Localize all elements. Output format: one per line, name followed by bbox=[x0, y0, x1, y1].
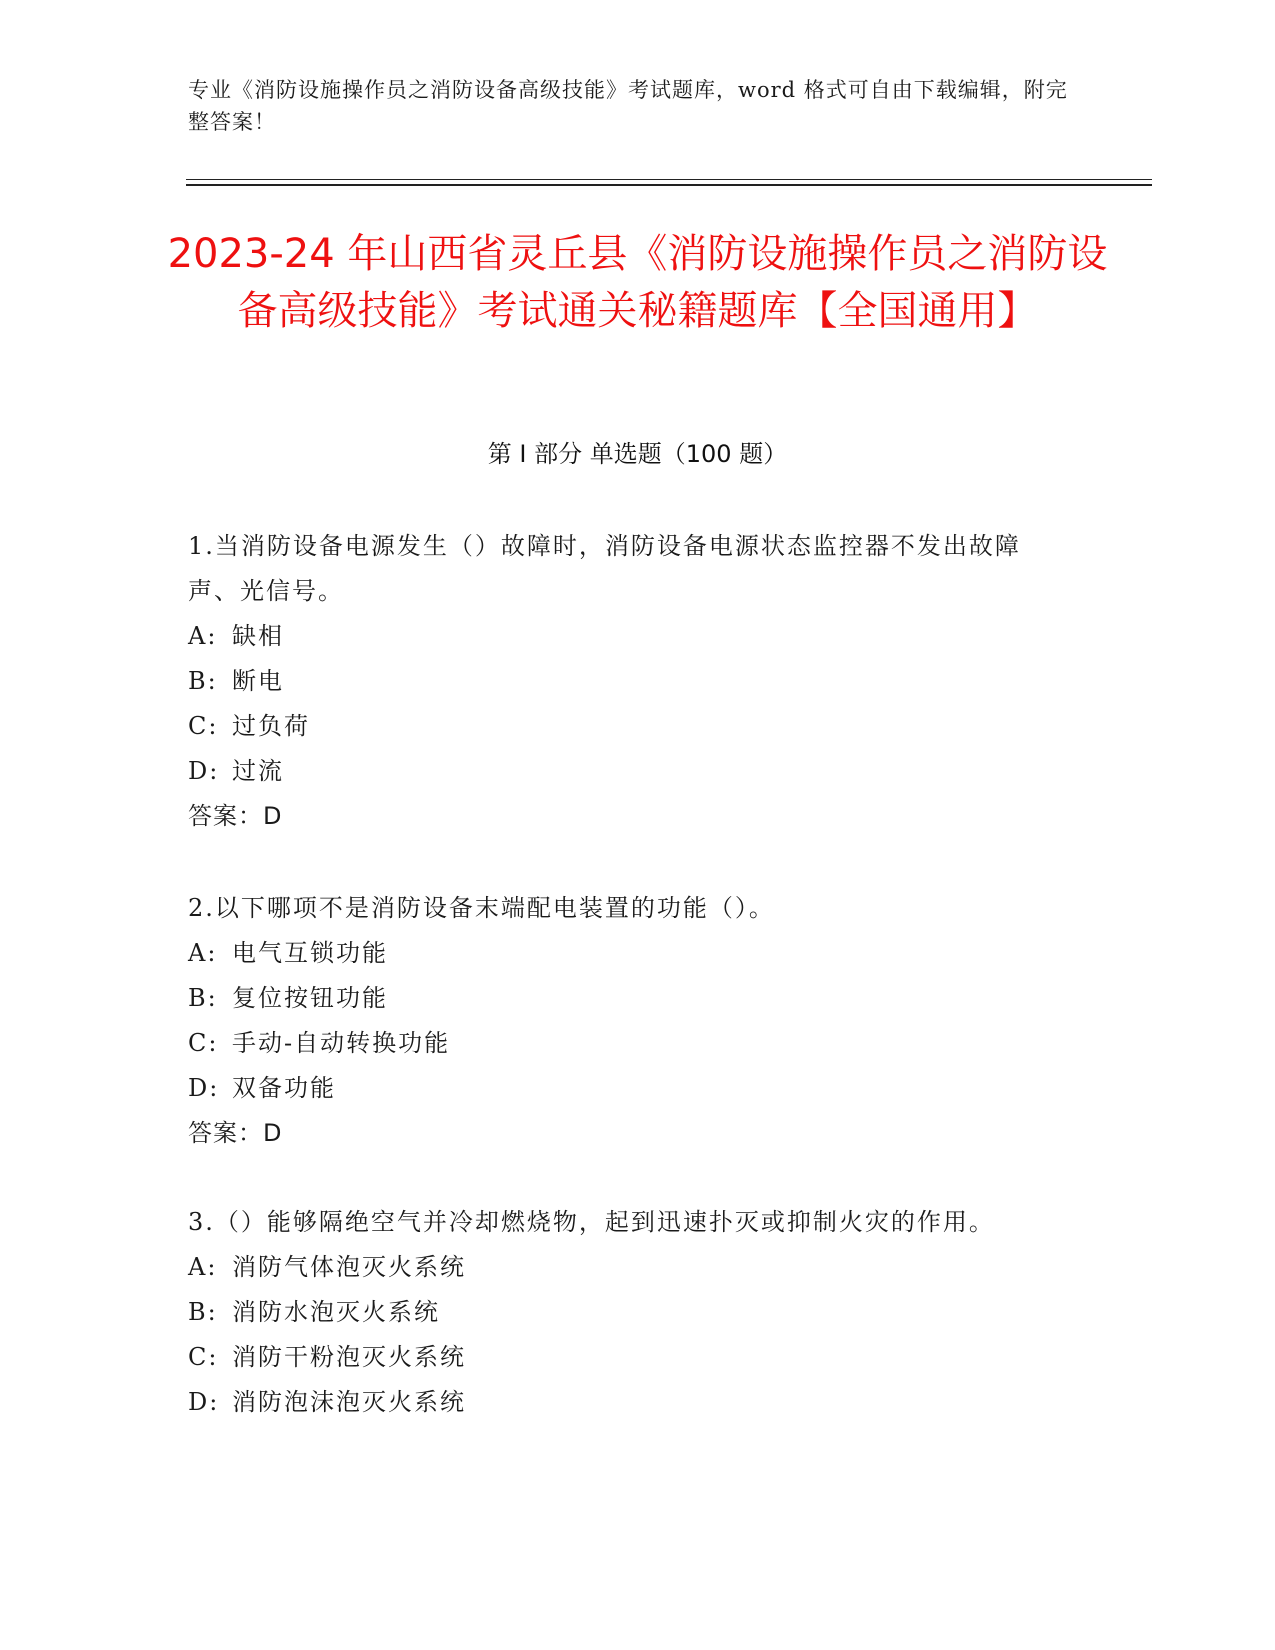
answer: 答案：D bbox=[188, 802, 283, 830]
option-text: 消防泡沫泡灭火系统 bbox=[232, 1388, 466, 1416]
answer: 答案：D bbox=[188, 1119, 283, 1147]
option-letter: D: bbox=[188, 1388, 220, 1416]
option-text: 断电 bbox=[232, 667, 284, 695]
option-text: 缺相 bbox=[232, 622, 284, 650]
question-1 bbox=[188, 524, 1068, 839]
document-title: 2023-24 年山西省灵丘县《消防设施操作员之消防设备高级技能》考试通关秘籍题库【全国通用】 bbox=[167, 231, 1108, 334]
option-c bbox=[188, 1021, 1068, 1066]
option-text: 复位按钮功能 bbox=[232, 984, 388, 1012]
question-3 bbox=[188, 1200, 1068, 1425]
header-divider-thin bbox=[186, 179, 1152, 180]
option-letter: C: bbox=[188, 712, 219, 740]
option-a bbox=[188, 931, 1068, 976]
header-divider-thick bbox=[186, 184, 1152, 186]
question-stem: 3.（）能够隔绝空气并冷却燃烧物，起到迅速扑灭或抑制火灾的作用。 bbox=[188, 1208, 995, 1236]
option-text: 电气互锁功能 bbox=[232, 939, 388, 967]
question-stem: 2.以下哪项不是消防设备末端配电装置的功能（）。 bbox=[188, 894, 775, 922]
option-c bbox=[188, 704, 1068, 749]
option-b bbox=[188, 659, 1068, 704]
option-text: 手动-自动转换功能 bbox=[232, 1029, 451, 1057]
option-a bbox=[188, 614, 1068, 659]
option-text: 消防干粉泡灭火系统 bbox=[232, 1343, 466, 1371]
option-letter: C: bbox=[188, 1029, 219, 1057]
option-letter: B: bbox=[188, 984, 218, 1012]
option-d bbox=[188, 749, 1068, 794]
option-d bbox=[188, 1380, 1068, 1425]
option-b bbox=[188, 1290, 1068, 1335]
option-letter: B: bbox=[188, 667, 218, 695]
option-text: 双备功能 bbox=[232, 1074, 336, 1102]
option-d bbox=[188, 1066, 1068, 1111]
option-letter: D: bbox=[188, 1074, 220, 1102]
option-text: 消防水泡灭火系统 bbox=[232, 1298, 440, 1326]
option-text: 过流 bbox=[232, 757, 284, 785]
option-text: 过负荷 bbox=[232, 712, 310, 740]
question-2 bbox=[188, 886, 1068, 1156]
option-c bbox=[188, 1335, 1068, 1380]
header-note: 专业《消防设施操作员之消防设备高级技能》考试题库，word 格式可自由下载编辑，附完整答案！ bbox=[188, 78, 1068, 134]
option-letter: A: bbox=[188, 1253, 218, 1281]
option-letter: A: bbox=[188, 622, 218, 650]
option-a bbox=[188, 1245, 1068, 1290]
section-heading: 第 I 部分 单选题（100 题） bbox=[487, 440, 788, 468]
option-text: 消防气体泡灭火系统 bbox=[232, 1253, 466, 1281]
option-letter: C: bbox=[188, 1343, 219, 1371]
option-letter: D: bbox=[188, 757, 220, 785]
option-b bbox=[188, 976, 1068, 1021]
question-stem: 1.当消防设备电源发生（）故障时，消防设备电源状态监控器不发出故障声、光信号。 bbox=[188, 532, 1021, 605]
option-letter: A: bbox=[188, 939, 218, 967]
option-letter: B: bbox=[188, 1298, 218, 1326]
